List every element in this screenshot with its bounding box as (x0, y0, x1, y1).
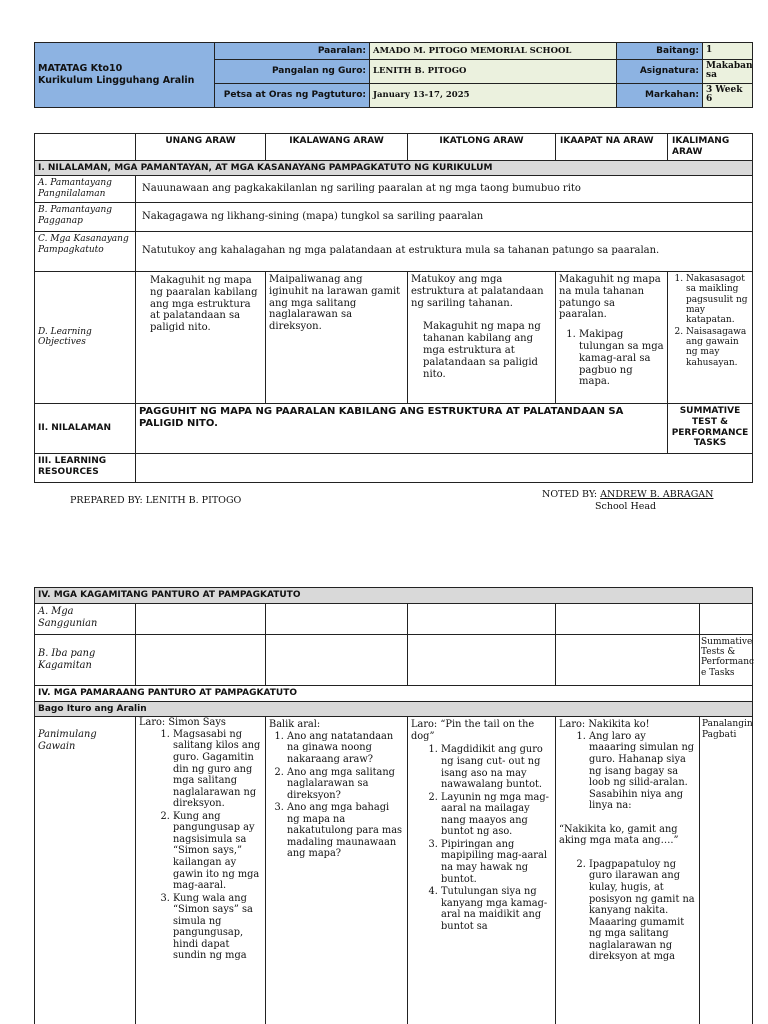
activity-day2-item: 2. Ano ang mga salitang naglalarawan sa direksyon? (287, 767, 404, 802)
content-standard-text: Nauunawaan ang pagkakakilanlan ng sariling paaralan at ng mga taong bumubuo rito (136, 176, 753, 203)
activity-day3-item: 2. Layunin ng mga mag-aaral na mailagay nang maayos ang buntot ng aso. (441, 792, 552, 838)
date-value: January 13-17, 2025 (370, 83, 617, 107)
col-header-day1: UNANG ARAW (136, 134, 266, 161)
activity-day3-item: 4. Tutulungan siya ng kanyang mga kamag-aral na maidikit ang buntot sa (441, 886, 552, 932)
row-label-content: II. NILALAMAN (35, 403, 136, 453)
objective-day5-item: 1. Nakasasagot sa maikling pagsusulit ng may katapatan. (686, 274, 750, 326)
objective-day3-b: Makaguhit ng mapa ng tahanan kabilang ang mga estruktura at palatandaan sa paligid nito. (423, 321, 541, 380)
row-label-content-standard: A. Pamantayang Pangnilalaman (35, 176, 136, 203)
school-label: Paaralan: (215, 43, 370, 60)
grade-label: Baitang: (617, 43, 703, 60)
activity-day5: Panalangin Pagbati (700, 717, 753, 1024)
objective-day4-item: 1. Makipag tulungan sa mga kamag-aral sa pagbuo ng mapa. (579, 329, 664, 388)
prepared-by: PREPARED BY: LENITH B. PITOGO (70, 495, 242, 506)
teacher-value: LENITH B. PITOGO (370, 60, 617, 84)
learning-resources-cell (136, 453, 753, 482)
objective-day3 (408, 271, 556, 403)
activity-day3 (408, 717, 556, 1024)
col-header-day2: IKALAWANG ARAW (266, 134, 408, 161)
noted-by-name: ANDREW B. ABRAGAN (600, 489, 714, 500)
row-label-preliminary-activity: Panimulang Gawain (35, 717, 136, 1024)
objective-day1: Makaguhit ng mapa ng paaralan kabilang ang mga estruktura at palatandaan sa paligid nito. (136, 271, 266, 403)
activity-day1 (136, 717, 266, 1024)
summative-label: SUMMATIVE TEST & PERFORMANCE TASKS (668, 403, 753, 453)
subject-value: Makaban sa (703, 60, 753, 84)
column-header-row (35, 134, 753, 161)
activity-day4-title: Laro: Nakikita ko! (559, 719, 650, 731)
activity-day4 (556, 717, 700, 1024)
quarter-label: Markahan: (617, 83, 703, 107)
activity-day3-title: Laro: “Pin the tail on the dog” (411, 719, 535, 742)
activity-day1-title: Laro: Simon Says (139, 717, 226, 729)
objective-day4-intro: Makaguhit ng mapa na mula tahanan patungo sa paaralan. (559, 273, 661, 321)
noted-by: NOTED BY: ANDREW B. ABRAGAN (542, 489, 714, 500)
quarter-value: 3 Week 6 (703, 83, 753, 107)
activity-day2-item: 1. Ano ang natatandaan na ginawa noong nakaraang araw? (287, 731, 404, 766)
row-label-other-materials: B. Iba pang Kagamitan (35, 634, 136, 685)
learning-competencies-text: Natutukoy ang kahalagahan ng mga palatandaan at estruktura mula sa tahanan patungo sa paaralan. (136, 231, 753, 271)
subsection-before-lesson: Bago Ituro ang Aralin (35, 701, 753, 717)
materials-day5: Summative Tests & Performanc e Tasks (700, 634, 753, 685)
teacher-label: Pangalan ng Guro: (215, 60, 370, 84)
section-title-procedures: IV. MGA PAMARAANG PANTURO AT PAMPAGKATUTO (35, 685, 753, 701)
activity-day3-item: 1. Magdidikit ang guro ng isang cut- out ng isang aso na may nawawalang buntot. (441, 744, 552, 790)
objective-day4 (556, 271, 668, 403)
col-header-day5: IKALIMANG ARAW (668, 134, 753, 161)
row-label-learning-objectives: D. Learning Objectives (35, 271, 136, 403)
row-label-performance-standard: B. Pamantayang Pagganap (35, 202, 136, 231)
activity-day1-item: 1. Magsasabi ng salitang kilos ang guro. Gagamitin din ng guro ang mga salitang naglalarawan ng direksyon. (173, 729, 262, 810)
subject-label: Asignatura: (617, 60, 703, 84)
activity-day2-item: 3. Ano ang mga bahagi ng mapa na nakatutulong para mas madaling maunawaan ang mapa? (287, 802, 404, 860)
lesson-plan-table (34, 133, 753, 483)
section-title-content-standards: I. NILALAMAN, MGA PAMANTAYAN, AT MGA KASANAYANG PAMPAGKATUTO NG KURIKULUM (35, 160, 753, 176)
activity-day1-item: 3. Kung wala ang “Simon says” sa simula ng pangungusap, hindi dapat sundin ng mga (173, 893, 262, 962)
noted-by-title: School Head (595, 501, 657, 512)
objective-day5-item: 2. Naisasagawa ang gawain ng may kahusayan. (686, 327, 750, 368)
activity-day1-item: 2. Kung ang pangungusap ay nagsisimula sa “Simon says,” kailangan ay gawin ito ng mga mag-aaral. (173, 811, 262, 892)
content-text: PAGGUHIT NG MAPA NG PAARALAN KABILANG ANG ESTRUKTURA AT PALATANDAAN SA PALIGID NITO. (136, 403, 668, 453)
activity-day3-item: 3. Pipiringan ang mapipiling mag-aaral na may hawak ng buntot. (441, 839, 552, 885)
objective-day5 (668, 271, 753, 403)
col-header-day4: IKAAPAT NA ARAW (556, 134, 668, 161)
col-header-blank (35, 134, 136, 161)
activity-day2 (266, 717, 408, 1024)
section-title-materials: IV. MGA KAGAMITANG PANTURO AT PAMPAGKATUTO (35, 588, 753, 604)
activity-day4-item: 2. Ipagpapatuloy ng guro ilarawan ang kulay, hugis, at posisyon ng gamit na kanyang nakita. Maaaring gumamit ng mga salitang naglalarawan ng direksyon at mga (589, 859, 696, 963)
performance-standard-text: Nakagagawa ng likhang-sining (mapa) tungkol sa sariling paaralan (136, 202, 753, 231)
teaching-procedures-table (34, 587, 753, 1024)
row-label-references: A. Mga Sanggunian (35, 603, 136, 634)
objective-day3-a: Matukoy ang mga estruktura at palatandaan ng sariling tahanan. (411, 273, 544, 309)
activity-day4-quote: “Nakikita ko, gamit ang aking mga mata ang….” (559, 823, 679, 847)
activity-day2-title: Balik aral: (269, 719, 321, 731)
objective-day2: Maipaliwanag ang iginuhit na larawan gamit ang mga salitang naglalarawan sa direksyon. (266, 271, 408, 403)
school-value: AMADO M. PITOGO MEMORIAL SCHOOL (370, 43, 617, 60)
lesson-header-table (34, 42, 753, 108)
program-title: MATATAG Kto10 Kurikulum Lingguhang Aralin (35, 43, 215, 108)
date-label: Petsa at Oras ng Pagtuturo: (215, 83, 370, 107)
activity-day4-item: 1. Ang laro ay maaaring simulan ng guro. Hahanap siya ng isang bagay sa loob ng silid-aralan. Sasabihin niya ang linya na: (589, 731, 696, 812)
row-label-learning-resources: III. LEARNING RESOURCES (35, 453, 136, 482)
col-header-day3: IKATLONG ARAW (408, 134, 556, 161)
row-label-learning-competencies: C. Mga Kasanayang Pampagkatuto (35, 231, 136, 271)
grade-value: 1 (703, 43, 753, 60)
